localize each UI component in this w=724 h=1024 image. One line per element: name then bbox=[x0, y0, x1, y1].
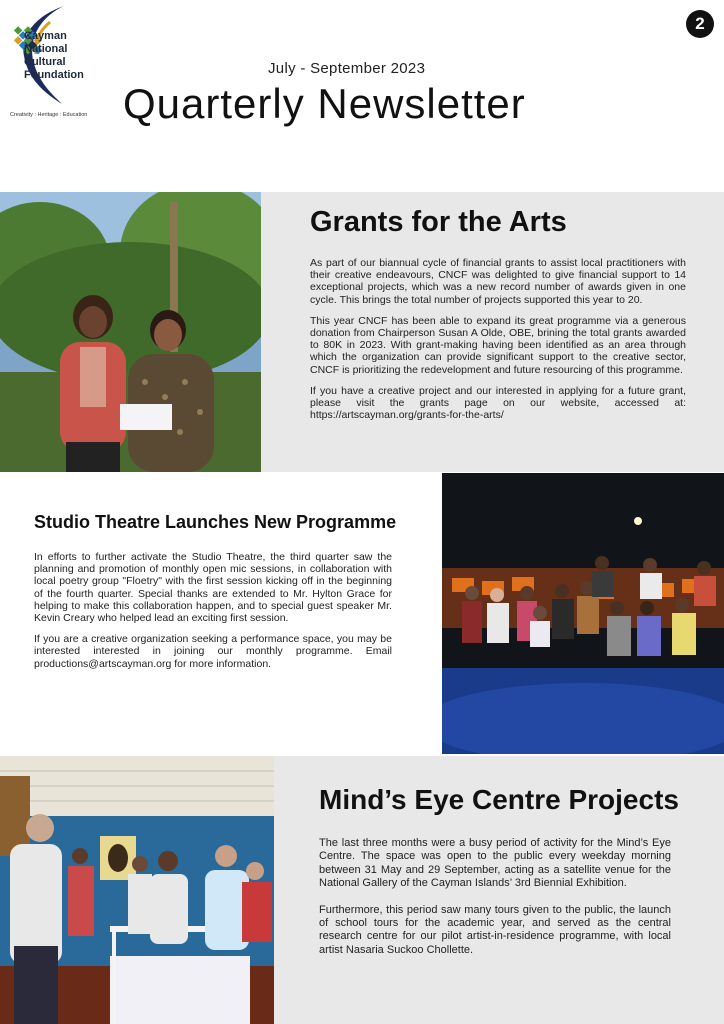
newsletter-title: Quarterly Newsletter bbox=[123, 80, 526, 127]
grants-paragraph: If you have a creative project and our interested in applying for a future grant, please visit the grants page on our website, accessed at: https://artscayman.org/grants-for-the-arts/ bbox=[310, 384, 686, 422]
minds-eye-paragraph: The last three months were a busy period of activity for the Mind’s Eye Centre. The space was open to the public every weekday morning between 31 May and 29 September, acting as a satellite venue for the National Gallery of the Cayman Islands’ 3rd Biennial Exhibition. bbox=[319, 837, 671, 890]
org-name bbox=[24, 30, 84, 82]
grants-body bbox=[310, 257, 686, 430]
org-name-line: Cultural bbox=[24, 56, 66, 68]
org-name-line: Foundation bbox=[24, 69, 84, 81]
issue-date-range: July - September 2023 bbox=[268, 60, 426, 77]
minds-eye-title: Mind’s Eye Centre Projects bbox=[319, 784, 679, 815]
org-tagline: Creativity : Heritage : Education bbox=[10, 112, 88, 118]
org-name-line: Cayman bbox=[24, 30, 67, 42]
grants-photo bbox=[0, 192, 261, 472]
grants-title: Grants for the Arts bbox=[310, 206, 567, 238]
minds-eye-paragraph: Furthermore, this period saw many tours given to the public, the launch of school tours for the academic year, and served as the central research centre for our pilot artist-in-residence programme, with local artist Nasaria Suckoo Chollette. bbox=[319, 903, 671, 956]
page-number-badge: 2 bbox=[686, 10, 714, 38]
studio-paragraph: If you are a creative organization seeking a performance space, you may be interested interested in joining our monthly programme. Email productions@artscayman.org for more information. bbox=[34, 633, 392, 670]
minds-eye-photo bbox=[0, 756, 274, 1024]
studio-body bbox=[34, 551, 392, 679]
org-name-line: National bbox=[24, 43, 68, 55]
minds-eye-body bbox=[319, 837, 671, 966]
grants-paragraph: This year CNCF has been able to expand its great programme via a generous donation from Chairperson Susan A Olde, OBE, brining the total grants awarded to 80K in 2023. With grant-making having been identified as an area through which the organization can provide significant support to the creative sector, CNCF is prioritizing the redevelopment and future resourcing of this programme. bbox=[310, 314, 686, 376]
studio-theatre-photo bbox=[442, 473, 724, 754]
studio-paragraph: In efforts to further activate the Studio Theatre, the third quarter saw the planning and promotion of monthly open mic sessions, in collaboration with local poetry group "Floetry" with the first session kicking off in the beginning of the fourth quarter. Special thanks are extended to Mr. Hylton Grace for helping to make this collaboration happen, and to special guest speaker Mr. Kevin Creary who helped lead an exciting first session. bbox=[34, 551, 392, 625]
grants-paragraph: As part of our biannual cycle of financial grants to assist local practitioners with their creative endeavours, CNCF was delighted to give financial support to 14 exceptional projects, which was a new record number of awards given in one cycle. This brings the total number of projects supported this year to 20. bbox=[310, 257, 686, 306]
studio-title: Studio Theatre Launches New Programme bbox=[34, 512, 397, 532]
